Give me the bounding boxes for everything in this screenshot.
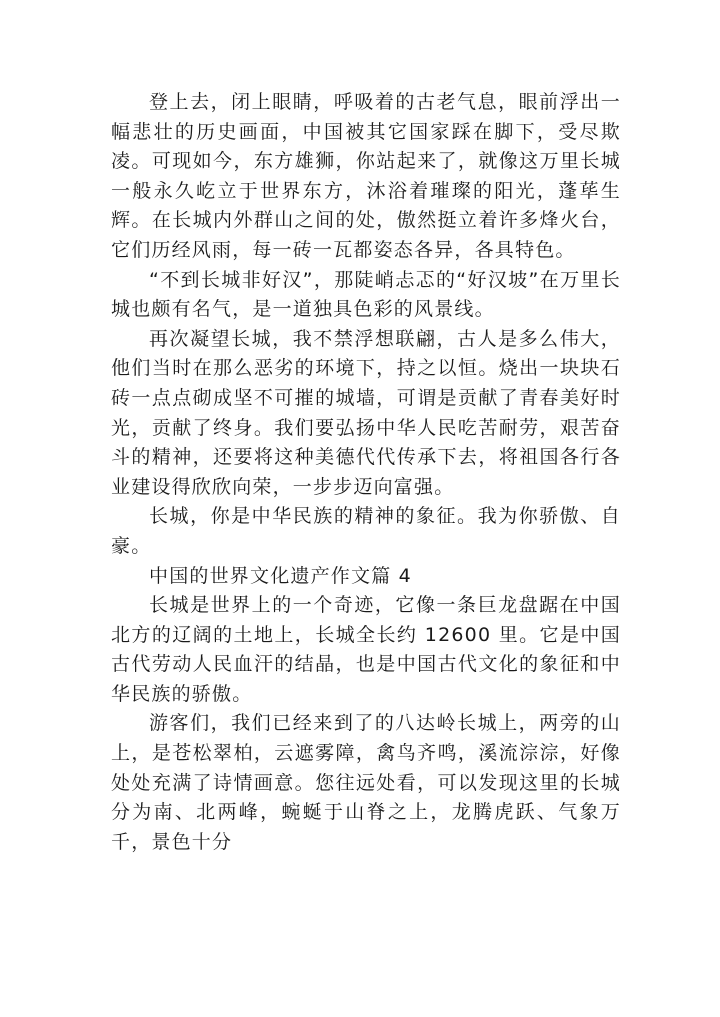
paragraph-national-symbol: 长城，你是中华民族的精神的象征。我为你骄傲、自豪。 xyxy=(111,505,621,557)
document-body xyxy=(111,88,621,857)
paragraph-wonder-of-world: 长城是世界上的一个奇迹，它像一条巨龙盘踞在中国北方的辽阔的土地上，长城全长约 12600 里。它是中国古代劳动人民血汗的结晶，也是中国古代文化的象征和中华民族的骄傲。 xyxy=(111,594,621,705)
paragraph-climbing-reflection: 登上去，闭上眼睛，呼吸着的古老气息，眼前浮出一幅悲壮的历史画面，中国被其它国家踩在脚下，受尽欺凌。可现如今，东方雄狮，你站起来了，就像这万里长城一般永久屹立于世界东方，沐浴着璀璨的阳光，蓬荜生辉。在长城内外群山之间的处，傲然挺立着许多烽火台，它们历经风雨，每一砖一瓦都姿态各异，各具特色。 xyxy=(111,91,621,261)
paragraph-haohan-slope: “不到长城非好汉”，那陡峭忐忑的“好汉坡”在万里长城也颇有名气，是一道独具色彩的风景线。 xyxy=(111,268,621,321)
paragraph-ancient-builders: 再次凝望长城，我不禁浮想联翩，古人是多么伟大，他们当时在那么恶劣的环境下，持之以恒。烧出一块块石砖一点点砌成坚不可摧的城墙，可谓是贡献了青春美好时光，贡献了终身。我们要弘扬中华人民吃苦耐劳，艰苦奋斗的精神，还要将这种美德代代传承下去，将祖国各行各业建设得欣欣向荣，一步步迈向富强。 xyxy=(111,327,621,498)
paragraph-badaling-tour: 游客们，我们已经来到了的八达岭长城上，两旁的山上，是苍松翠柏，云遮雾障，禽鸟齐鸣，溪流淙淙，好像处处充满了诗情画意。您往远处看，可以发现这里的长城分为南、北两峰，蜿蜒于山脊之上，龙腾虎跃、气象万千，景色十分 xyxy=(111,712,621,853)
section-heading: 中国的世界文化遗产作文篇 4 xyxy=(149,564,412,587)
